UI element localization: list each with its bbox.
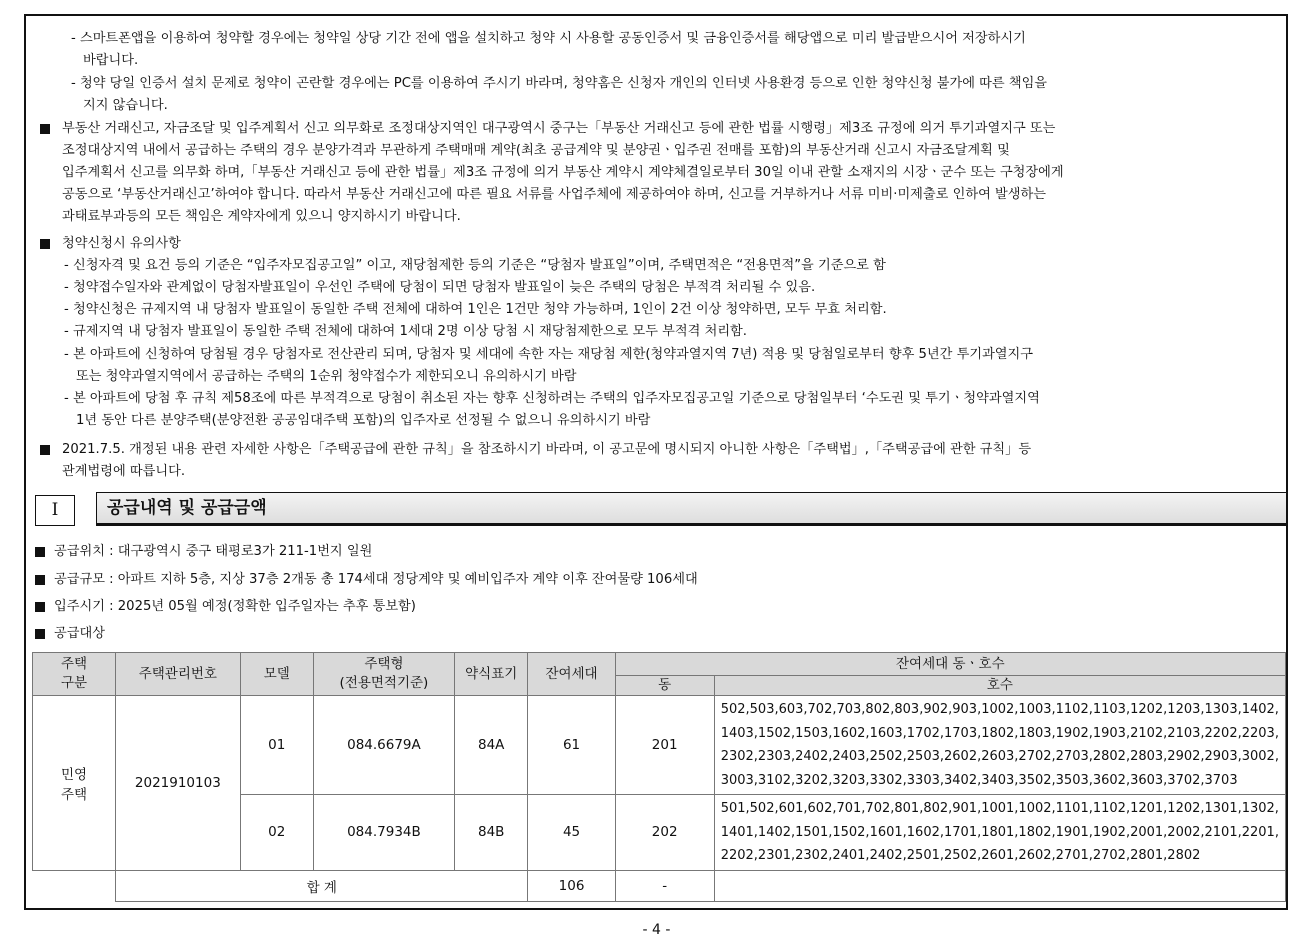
supply-table [32,652,1286,902]
header-remaining-units: 잔여세대 동ㆍ호수 [615,653,1285,676]
caution-line: - 신청자격 및 요건 등의 기준은 “입주자모집공고일” 이고, 재당첨제한 등의 기준은 “당첨자 발표일”이며, 주택면적은 “전용면적”을 기준으로 함 [64,258,886,273]
table-row [33,696,1286,795]
size-cell: 084.7934B [313,795,454,871]
header-house-size: 주택형 (전용면적기준) [313,653,454,696]
caution-title: 청약신청시 유의사항 [62,236,181,251]
abbr-cell: 84A [455,696,528,795]
bullet-square [40,239,50,249]
remain-cell: 61 [528,696,615,795]
header-management-no: 주택관리번호 [116,653,241,696]
realestate-line: 입주계획서 신고를 의무화 하며,「부동산 거래신고 등에 관한 법률」제3조 규정에 의거 부동산 계약시 계약체결일로부터 30일 이내 관할 소재지의 시장ㆍ군수 또는 구청장에게 [62,165,1064,180]
total-remain: 106 [528,870,615,901]
note-line: 지지 않습니다. [83,98,168,113]
movein-date: 입주시기 : 2025년 05월 예정(정확한 입주일자는 추후 통보함) [54,599,416,614]
dong-cell: 202 [615,795,714,871]
realestate-line: 과태료부과등의 모든 책임은 계약자에게 있으니 양지하시기 바랍니다. [62,209,461,224]
supply-scale: 공급규모 : 아파트 지하 5층, 지상 37층 2개동 총 174세대 정당계약 및 예비입주자 계약 이후 잔여물량 106세대 [54,572,698,587]
caution-line: - 청약접수일자와 관계없이 당첨자발표일이 우선인 주택에 당첨이 되면 당첨자 발표일이 늦은 주택의 당첨은 부적격 처리될 수 있음. [64,280,816,295]
model-cell: 01 [240,696,313,795]
bullet-square [40,445,50,455]
header-remaining: 잔여세대 [528,653,615,696]
ho-cell: 502,503,603,702,703,802,803,902,903,1002,1003,1102,1103,1202,1203,1303,1402, 1403,1502,1503,1602,1603,1702,1703,1802,1803,1902,1903,2102,2103,2202,2203, 2302,2303,2402,2403,2502,2503,2602,2603,2702,2703,2802,2803,2902,2903,3002, 3003,3102,3202,3203,3302,3303,3402,3403,3502,3503,3602,3603,3702,3703 [714,696,1285,795]
rules-line: 관계법령에 따릅니다. [62,464,186,479]
section-title: 공급내역 및 공급금액 [107,498,267,518]
realestate-line: 부동산 거래신고, 자금조달 및 입주계획서 신고 의무화로 조정대상지역인 대구광역시 중구는「부동산 거래신고 등에 관한 법률 시행령」제3조 규정에 의거 투기과열지구 또는 [62,121,1056,136]
total-ho [714,870,1285,901]
header-ho: 호수 [714,676,1285,696]
bullet-square [35,629,45,639]
bullet-square [35,602,45,612]
realestate-line: 조정대상지역 내에서 공급하는 주택의 경우 분양가격과 무관하게 주택매매 계약(최초 공급계약 및 분양권ㆍ입주권 전매를 포함)의 부동산거래 신고시 자금조달계획 및 [62,143,1010,158]
caution-line: 1년 동안 다른 분양주택(분양전환 공공임대주택 포함)의 입주자로 선정될 수 없으니 유의하시기 바람 [76,413,651,428]
empty-cell [33,870,116,901]
house-type-cell: 민영 주택 [33,696,116,871]
header-abbreviation: 약식표기 [455,653,528,696]
section-header [96,492,1288,526]
management-no-cell: 2021910103 [116,696,241,871]
supply-target: 공급대상 [54,626,105,641]
remain-cell: 45 [528,795,615,871]
dong-cell: 201 [615,696,714,795]
note-line: - 청약 당일 인증서 설치 문제로 청약이 곤란할 경우에는 PC를 이용하여 주시기 바라며, 청약홈은 신청자 개인의 인터넷 사용환경 등으로 인한 청약신청 불가에 따른 책임을 [71,76,1048,91]
header-house-type: 주택 구분 [33,653,116,696]
caution-line: - 청약신청은 규제지역 내 당첨자 발표일이 동일한 주택 전체에 대하여 1인은 1건만 청약 가능하며, 1인이 2건 이상 청약하면, 모두 무효 처리함. [64,302,887,317]
note-line: 바랍니다. [83,53,139,68]
document-frame [24,14,1288,910]
note-line: - 스마트폰앱을 이용하여 청약할 경우에는 청약일 상당 기간 전에 앱을 설치하고 청약 시 사용할 공동인증서 및 금융인증서를 해당앱으로 미리 발급받으시어 저장하시기 [71,31,1026,46]
caution-line: 또는 청약과열지역에서 공급하는 주택의 1순위 청약접수가 제한되오니 유의하시기 바람 [76,369,577,384]
abbr-cell: 84B [455,795,528,871]
header-dong: 동 [615,676,714,696]
caution-line: - 본 아파트에 당첨 후 규칙 제58조에 따른 부적격으로 당첨이 취소된 자는 향후 신청하려는 주택의 입주자모집공고일 기준으로 당첨일부터 ‘수도권 및 투기ㆍ청약과열지역 [64,391,1040,406]
realestate-line: 공동으로 ‘부동산거래신고’하여야 합니다. 따라서 부동산 거래신고에 따른 필요 서류를 사업주체에 제공하여야 하며, 신고를 거부하거나 서류 미비·미제출로 인하여 발생하는 [62,187,1046,202]
section-number: I [35,495,75,526]
caution-line: - 본 아파트에 신청하여 당첨될 경우 당첨자로 전산관리 되며, 당첨자 및 세대에 속한 자는 재당첨 제한(청약과열지역 7년) 적용 및 당첨일로부터 향후 5년간 투기과열지구 [64,347,1034,362]
bullet-square [40,124,50,134]
total-row [33,870,1286,901]
bullet-square [35,547,45,557]
supply-location: 공급위치 : 대구광역시 중구 태평로3가 211-1번지 일원 [54,544,373,559]
model-cell: 02 [240,795,313,871]
size-cell: 084.6679A [313,696,454,795]
bullet-square [35,575,45,585]
caution-line: - 규제지역 내 당첨자 발표일이 동일한 주택 전체에 대하여 1세대 2명 이상 당첨 시 재당첨제한으로 모두 부적격 처리함. [64,324,747,339]
header-model: 모델 [240,653,313,696]
total-dong: - [615,870,714,901]
page-number: - 4 - [642,922,671,938]
total-label: 합 계 [116,870,528,901]
rules-line: 2021.7.5. 개정된 내용 관련 자세한 사항은「주택공급에 관한 규칙」을 참조하시기 바라며, 이 공고문에 명시되지 아니한 사항은「주택법」,「주택공급에 관한 규칙」등 [62,442,1032,457]
ho-cell: 501,502,601,602,701,702,801,802,901,1001,1002,1101,1102,1201,1202,1301,1302, 1401,1402,1501,1502,1601,1602,1701,1801,1802,1901,1902,2001,2002,2101,2201, 2202,2301,2302,2401,2402,2501,2502,2601,2602,2701,2702,2801,2802 [714,795,1285,871]
